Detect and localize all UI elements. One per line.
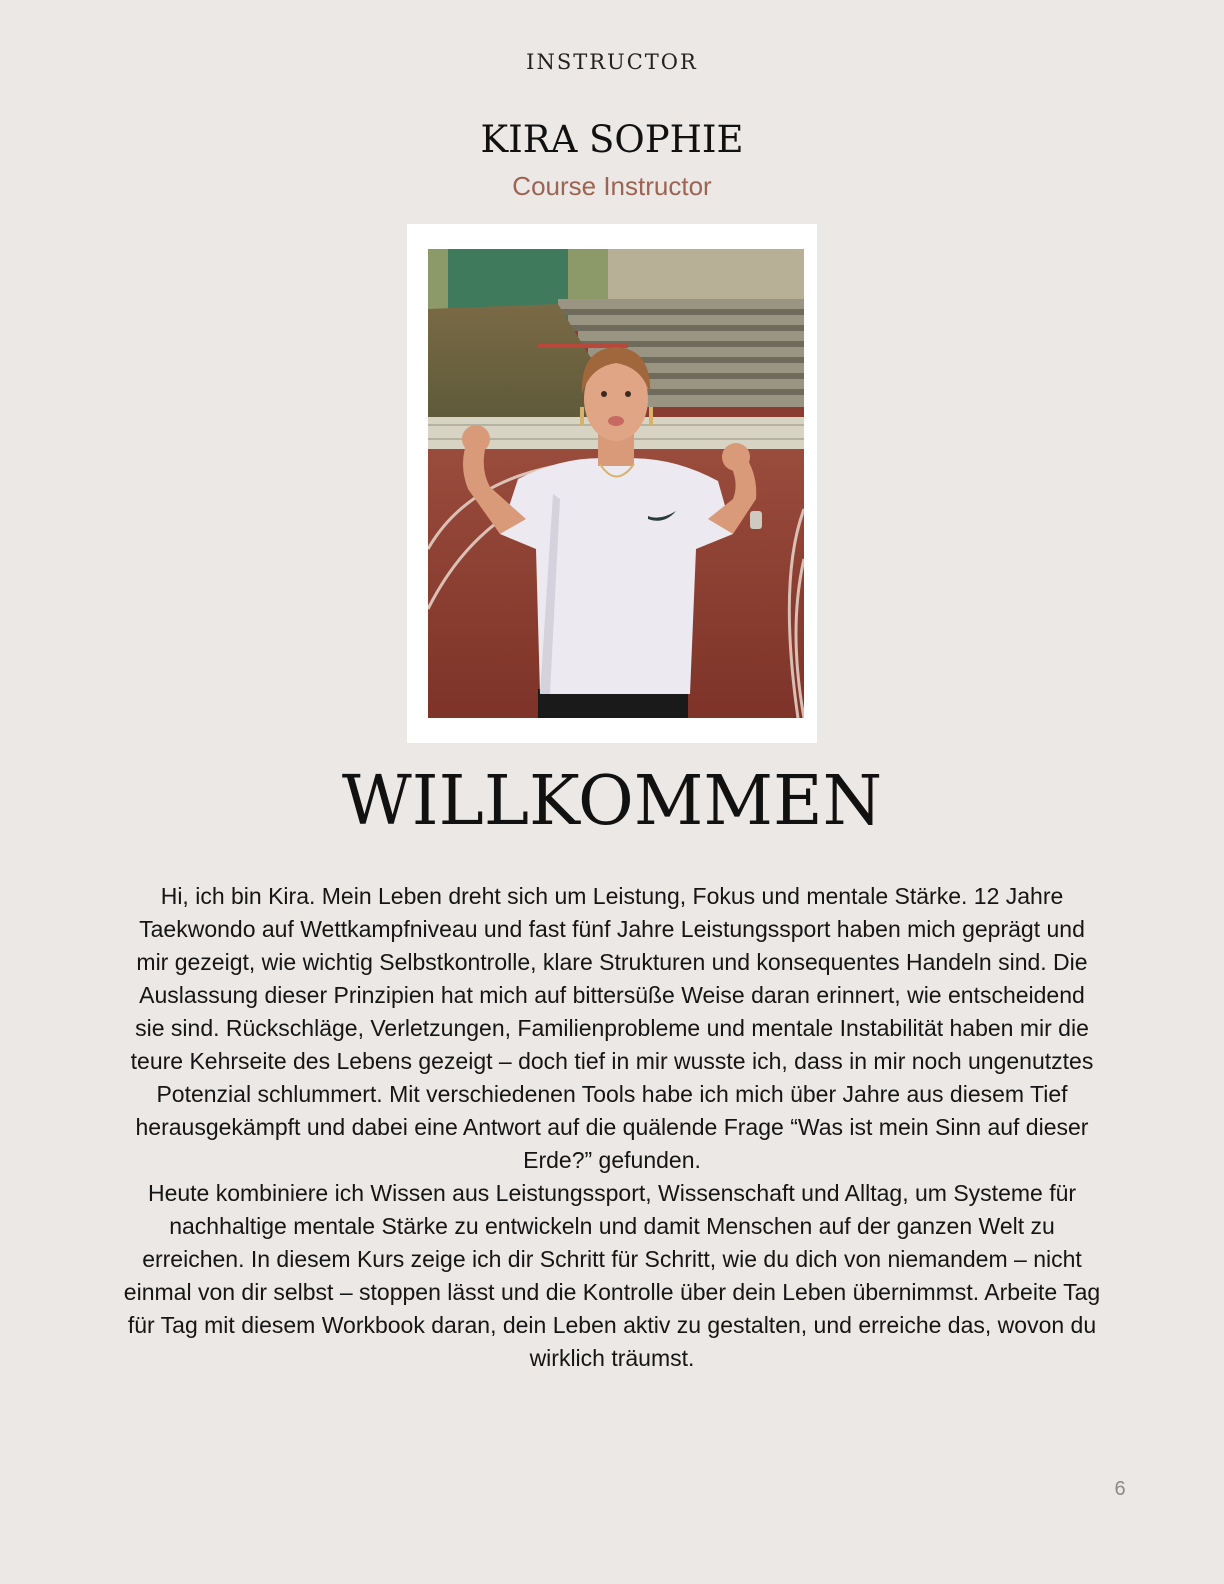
bio-text — [122, 880, 1102, 1375]
photo-frame — [407, 224, 817, 743]
instructor-name: KIRA SOPHIE — [480, 118, 744, 161]
bio-paragraph-1: Hi, ich bin Kira. Mein Leben dreht sich um Leistung, Fokus und mentale Stärke. 12 Jahre Taekwondo auf Wettkampfniveau und fast fünf Jahre Leistungssport haben mich geprägt und mir gezeigt, wie wichtig Selbstkontrolle, klare Strukturen und konsequentes Handeln sind. Die Auslassung dieser Prinzipien hat mich auf bittersüße Weise daran erinnert, wie entscheidend sie sind. Rückschläge, Verletzungen, Familienprobleme und mentale Instabilität haben mir die teure Kehrseite des Lebens gezeigt – doch tief in mir wusste ich, dass in mir noch ungenutztes Potenzial schlummert. Mit verschiedenen Tools habe ich mich über Jahre aus diesem Tief herausgekämpft und dabei eine Antwort auf die quälende Frage “Was ist mein Sinn auf dieser Erde?” gefunden. — [130, 883, 1094, 1173]
instructor-role: Course Instructor — [512, 171, 712, 201]
welcome-heading: WILLKOMMEN — [341, 762, 883, 841]
bio-paragraph-2: Heute kombiniere ich Wissen aus Leistungssport, Wissenschaft und Alltag, um Systeme für nachhaltige mentale Stärke zu entwickeln und damit Menschen auf der ganzen Welt zu erreichen. In diesem Kurs zeige ich dir Schritt für Schritt, wie du dich von niemandem – nicht einmal von dir selbst – stoppen lässt und die Kontrolle über dein Leben übernimmst. Arbeite Tag für Tag mit diesem Workbook daran, dein Leben aktiv zu gestalten, und erreiche das, wovon du wirklich träumst. — [123, 1180, 1101, 1371]
section-label: INSTRUCTOR — [526, 50, 698, 74]
instructor-portrait-icon — [428, 249, 804, 718]
page-number: 6 — [1114, 1478, 1126, 1500]
